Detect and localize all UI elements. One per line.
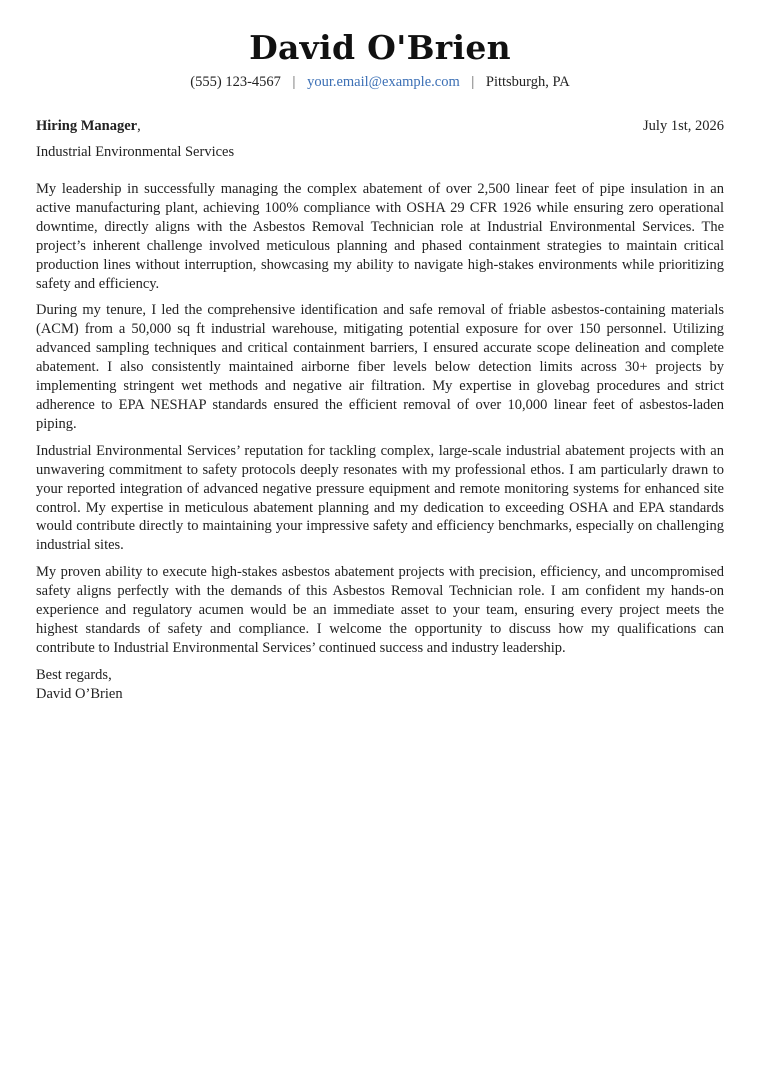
body-paragraph: My leadership in successfully managing the complex abatement of over 2,500 linear feet of pipe insulation in an active manufacturing plant, achieving 100% compliance with OSHA 29 CFR 1926 while ensuring zero operational downtime, directly aligns with the Asbestos Removal Technician role at Industrial Environmental Services. The project’s inherent challenge involved meticulous planning and phased containment strategies to maintain critical production lines without interruption, showcasing my ability to navigate high-stakes environments while prioritizing safety and efficiency. xyxy=(36,181,724,292)
body-paragraph: My proven ability to execute high-stakes asbestos abatement projects with precision, efficiency, and uncompromised safety aligns perfectly with the demands of this Asbestos Removal Technician role. I am confident my hands-on experience and regulatory acumen would be an immediate asset to your team, ensuring every project meets the highest standards of safety and compliance. I welcome the opportunity to discuss how my qualifications can contribute to Industrial Environmental Services’ continued success and industry leadership. xyxy=(36,564,724,656)
recipient-company: Industrial Environmental Services xyxy=(36,144,235,160)
contact-line xyxy=(36,72,724,92)
salutation-punct: , xyxy=(137,118,141,134)
applicant-name: David O'Brien xyxy=(249,28,511,67)
body-paragraph: During my tenure, I led the comprehensive identification and safe removal of friable asbestos-containing materials (ACM) from a 50,000 sq ft industrial warehouse, mitigating potential exposure for over 150 personnel. Utilizing advanced sampling techniques and critical containment barriers, I ensured accurate scope delineation and complete abatement. I also consistently maintained airborne fiber levels below detection limits across 30+ projects by implementing stringent wet methods and negative air filtration. My expertise in glovebag procedures and strict adherence to EPA NESHAP standards ensured the efficient removal of over 10,000 linear feet of asbestos-laden piping. xyxy=(36,302,724,432)
contact-separator: | xyxy=(471,74,475,90)
email-link[interactable]: your.email@example.com xyxy=(307,74,460,90)
body-paragraph: Industrial Environmental Services’ reputation for tackling complex, large-scale industrial abatement projects with an unwavering commitment to safety protocols deeply resonates with my professional ethos. I am particularly drawn to your reported integration of advanced negative pressure equipment and remote monitoring systems for enhanced site control. My expertise in meticulous abatement planning and my dedication to exceeding OSHA and EPA standards would contribute directly to maintaining your impressive safety and efficiency benchmarks, especially on challenging industrial sites. xyxy=(36,442,724,554)
recipient-row xyxy=(36,116,724,136)
signoff: Best regards, xyxy=(36,666,112,683)
closing-block xyxy=(36,666,724,704)
letter-body xyxy=(36,180,724,658)
letter-date: July 1st, 2026 xyxy=(643,118,724,134)
salutation xyxy=(36,116,141,136)
phone-number: (555) 123-4567 xyxy=(190,74,281,90)
recipient-name: Hiring Manager xyxy=(36,118,138,134)
location: Pittsburgh, PA xyxy=(485,74,570,90)
cover-letter-page xyxy=(36,28,724,704)
contact-separator: | xyxy=(292,74,296,90)
signature-name: David O’Brien xyxy=(36,685,123,702)
